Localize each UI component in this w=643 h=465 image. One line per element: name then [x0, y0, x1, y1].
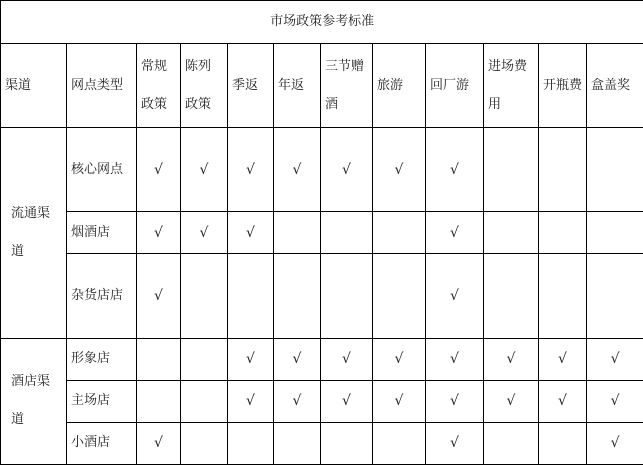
check-mark-cell: √ [539, 338, 587, 380]
empty-cell [181, 380, 228, 422]
check-mark-cell: √ [373, 338, 426, 380]
table-row [1, 380, 643, 422]
table-body [1, 128, 643, 465]
empty-cell [181, 422, 228, 464]
check-mark-cell: √ [137, 212, 181, 254]
header-cell-outlet-type: 网点类型 [67, 44, 137, 128]
header-cell-travel: 旅游 [373, 44, 426, 128]
outlet-type-cell: 形象店 [67, 338, 137, 380]
header-row [1, 44, 643, 128]
empty-cell [321, 254, 373, 338]
check-mark-cell: √ [321, 380, 373, 422]
check-mark-cell: √ [274, 380, 321, 422]
check-mark-cell: √ [484, 380, 539, 422]
check-mark-cell: √ [181, 128, 228, 212]
empty-cell [587, 212, 643, 254]
check-mark-cell: √ [587, 380, 643, 422]
table-row [1, 338, 643, 380]
check-mark-cell: √ [274, 338, 321, 380]
empty-cell [484, 212, 539, 254]
check-mark-cell: √ [426, 380, 484, 422]
header-cell-entry-fee: 进场费用 [484, 44, 539, 128]
check-mark-cell: √ [373, 380, 426, 422]
check-mark-cell: √ [228, 212, 274, 254]
channel-cell: 流通渠道 [1, 128, 67, 339]
empty-cell [484, 254, 539, 338]
table-row [1, 212, 643, 254]
empty-cell [137, 380, 181, 422]
empty-cell [181, 338, 228, 380]
header-cell-annual-rebate: 年返 [274, 44, 321, 128]
check-mark-cell: √ [137, 422, 181, 464]
empty-cell [373, 254, 426, 338]
outlet-type-cell: 核心网点 [67, 128, 137, 212]
check-mark-cell: √ [426, 338, 484, 380]
empty-cell [484, 128, 539, 212]
empty-cell [181, 254, 228, 338]
check-mark-cell: √ [539, 380, 587, 422]
header-cell-factory-tour: 回厂游 [426, 44, 484, 128]
check-mark-cell: √ [426, 212, 484, 254]
empty-cell [274, 254, 321, 338]
empty-cell [321, 212, 373, 254]
check-mark-cell: √ [274, 128, 321, 212]
empty-cell [228, 254, 274, 338]
header-cell-festival-gift-wine: 三节赠酒 [321, 44, 373, 128]
outlet-type-cell: 小酒店 [67, 422, 137, 464]
header-cell-corkage-fee: 开瓶费 [539, 44, 587, 128]
empty-cell [137, 338, 181, 380]
outlet-type-cell: 主场店 [67, 380, 137, 422]
empty-cell [373, 212, 426, 254]
table-title: 市场政策参考标准 [1, 1, 643, 44]
check-mark-cell: √ [228, 380, 274, 422]
check-mark-cell: √ [137, 128, 181, 212]
check-mark-cell: √ [426, 254, 484, 338]
title-row [1, 1, 643, 44]
check-mark-cell: √ [228, 128, 274, 212]
check-mark-cell: √ [321, 128, 373, 212]
empty-cell [373, 422, 426, 464]
check-mark-cell: √ [137, 254, 181, 338]
empty-cell [587, 254, 643, 338]
empty-cell [539, 254, 587, 338]
channel-cell: 酒店渠道 [1, 338, 67, 464]
check-mark-cell: √ [181, 212, 228, 254]
outlet-type-cell: 杂货店店 [67, 254, 137, 338]
empty-cell [321, 422, 373, 464]
empty-cell [539, 212, 587, 254]
check-mark-cell: √ [426, 128, 484, 212]
empty-cell [228, 422, 274, 464]
check-mark-cell: √ [484, 338, 539, 380]
check-mark-cell: √ [228, 338, 274, 380]
header-cell-regular-policy: 常规政策 [137, 44, 181, 128]
empty-cell [274, 212, 321, 254]
header-cell-cap-reward: 盒盖奖 [587, 44, 643, 128]
table-row [1, 422, 643, 464]
header-cell-channel: 渠道 [1, 44, 67, 128]
empty-cell [274, 422, 321, 464]
check-mark-cell: √ [587, 338, 643, 380]
table-row [1, 254, 643, 338]
table-row [1, 128, 643, 212]
empty-cell [539, 422, 587, 464]
check-mark-cell: √ [587, 422, 643, 464]
check-mark-cell: √ [426, 422, 484, 464]
header-cell-quarterly-rebate: 季返 [228, 44, 274, 128]
empty-cell [539, 128, 587, 212]
empty-cell [587, 128, 643, 212]
check-mark-cell: √ [373, 128, 426, 212]
empty-cell [484, 422, 539, 464]
header-cell-display-policy: 陈列政策 [181, 44, 228, 128]
outlet-type-cell: 烟酒店 [67, 212, 137, 254]
check-mark-cell: √ [321, 338, 373, 380]
